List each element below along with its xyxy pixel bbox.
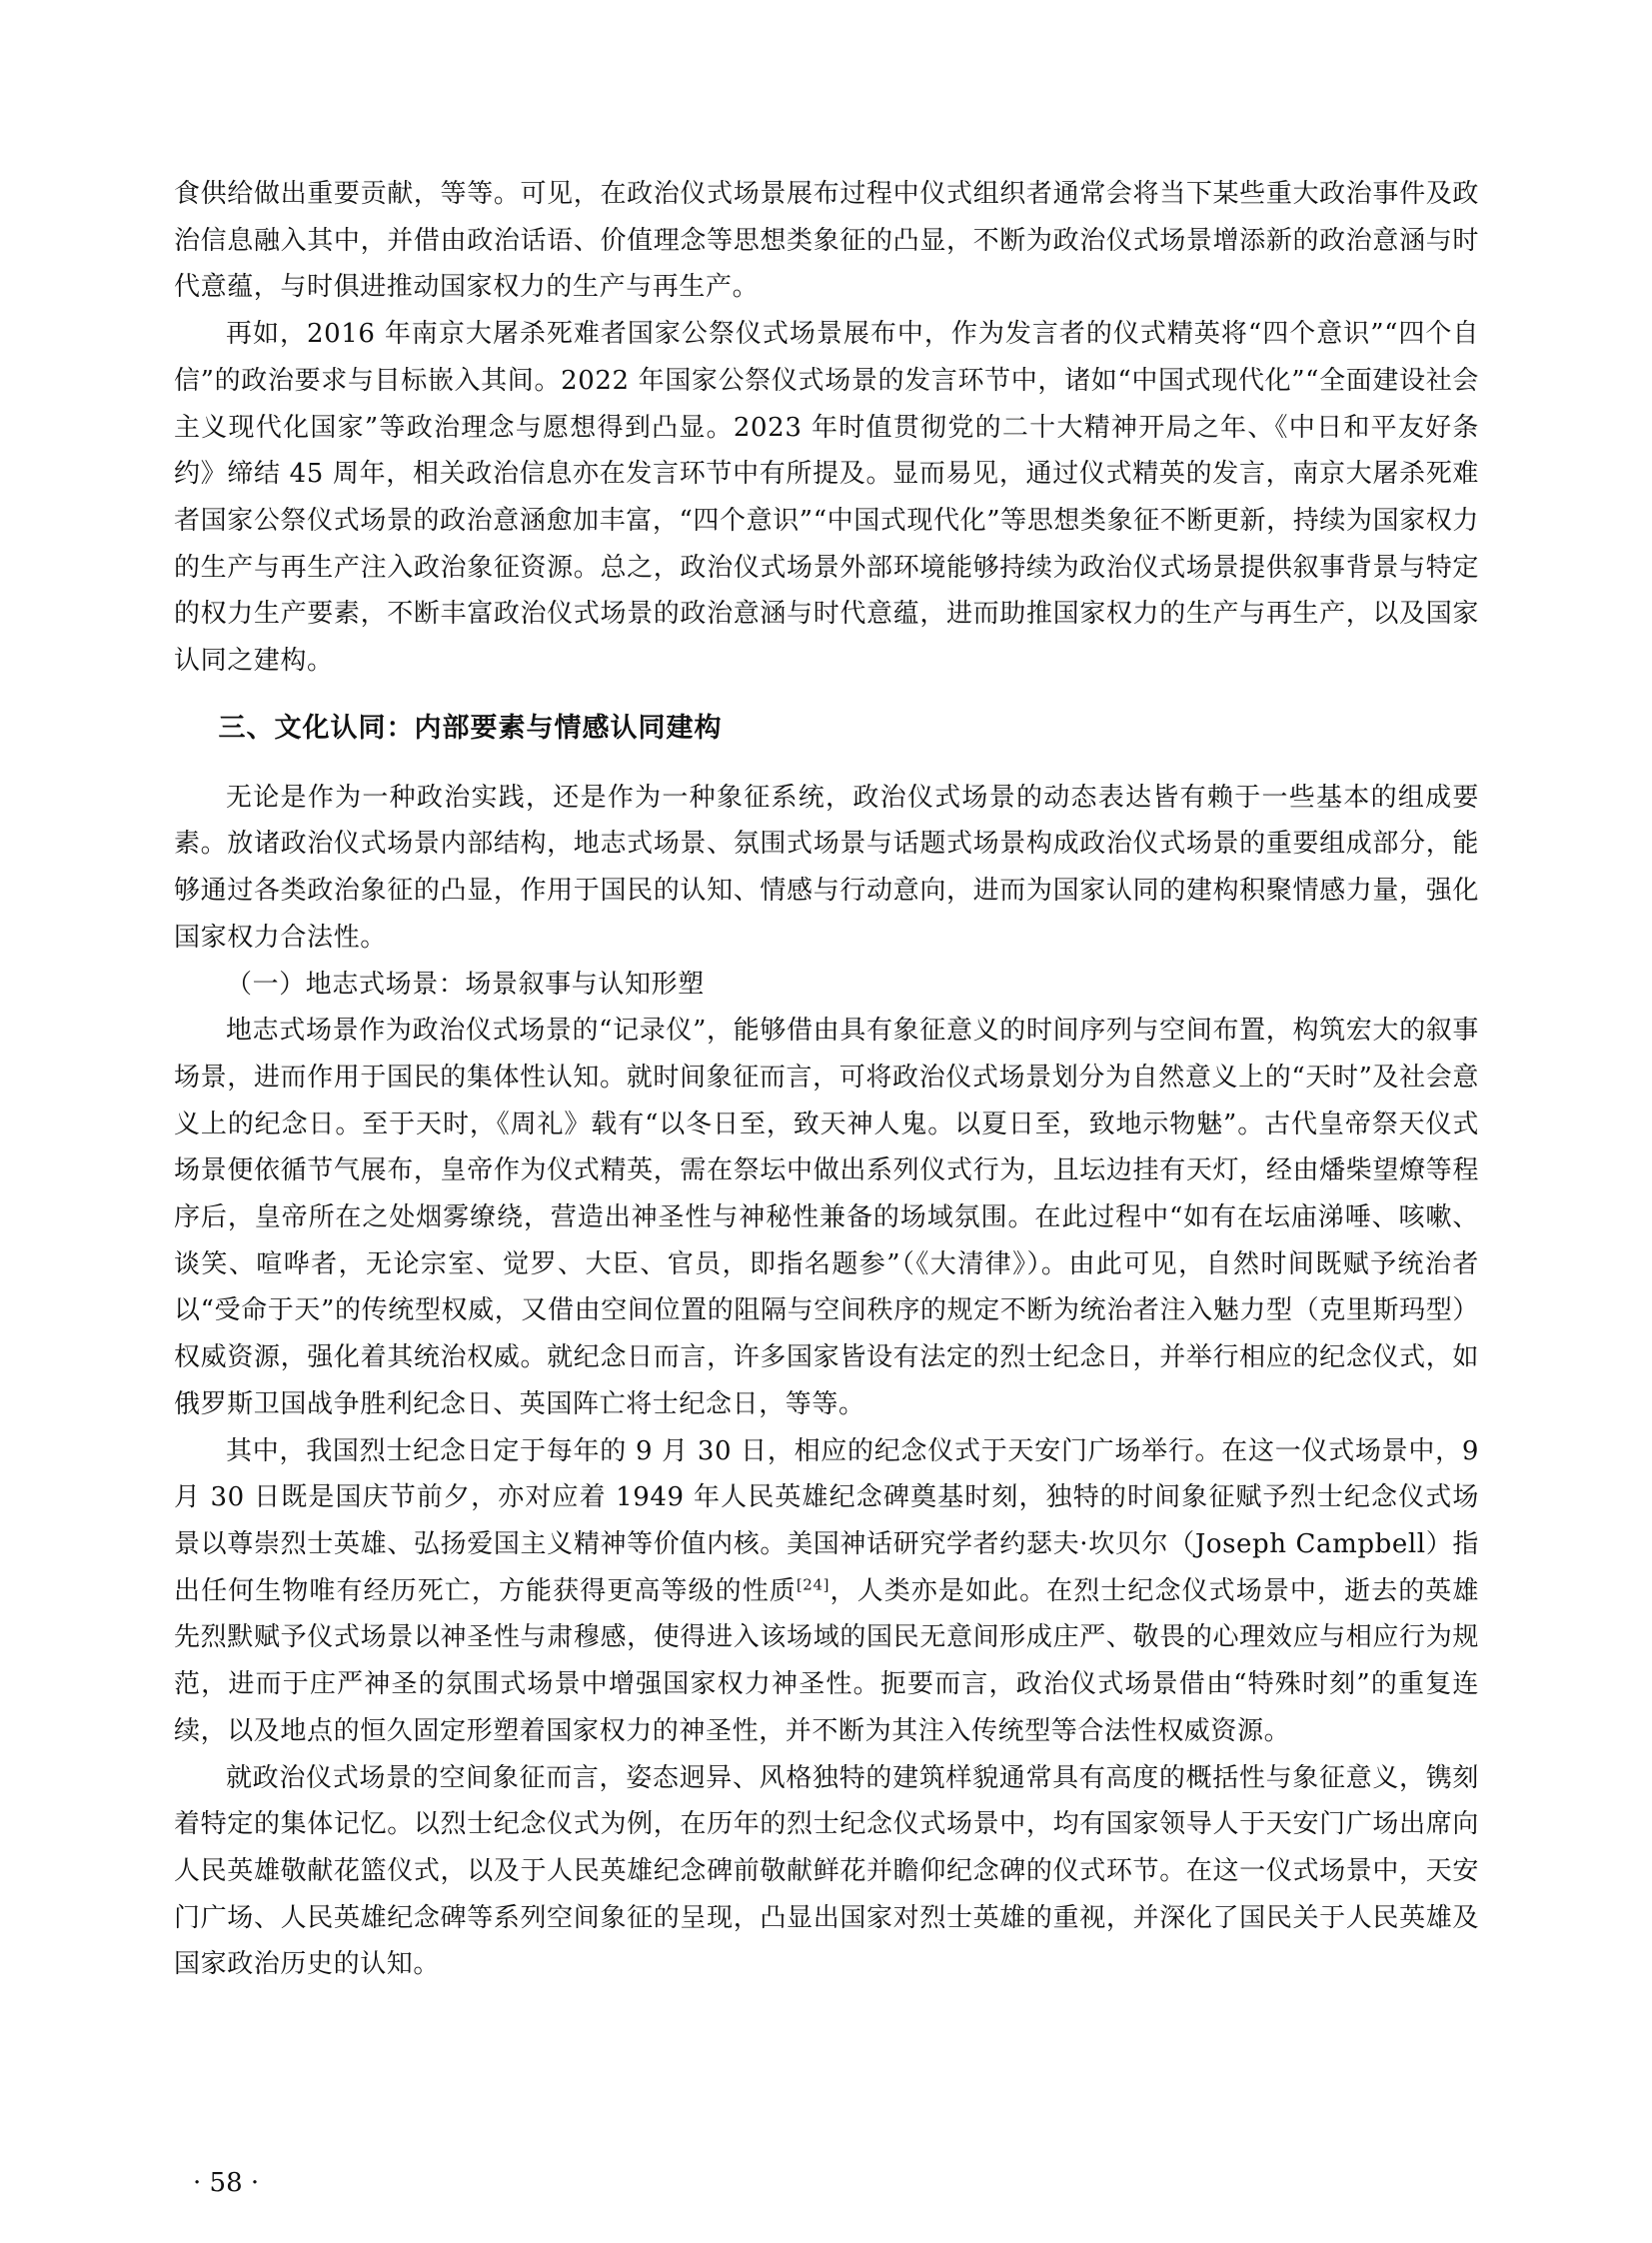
section-heading: 三、文化认同：内部要素与情感认同建构: [218, 712, 723, 744]
paragraph-spatial-symbol: 就政治仪式场景的空间象征而言，姿态迥异、风格独特的建筑样貌通常具有高度的概括性与象征意义，镌刻着特定的集体记忆。以烈士纪念仪式为例，在历年的烈士纪念仪式场景中，均有国家领导人于天安门广场出席向人民英雄敬献花篮仪式，以及于人民英雄纪念碑前敬献鲜花并瞻仰纪念碑的仪式环节。在这一仪式场景中，天安门广场、人民英雄纪念碑等系列空间象征的呈现，凸显出国家对烈士英雄的重视，并深化了国民关于人民英雄及国家政治历史的认知。: [174, 1762, 1479, 1980]
subsection-heading: （一）地志式场景：场景叙事与认知形塑: [226, 969, 705, 1000]
paragraph-nanjing-memorial: 再如，2016 年南京大屠杀死难者国家公祭仪式场景展布中，作为发言者的仪式精英将“四个意识”“四个自信”的政治要求与目标嵌入其间。2022 年国家公祭仪式场景的发言环节中，诸如“中国式现代化”“全面建设社会主义现代化国家”等政治理念与愿想得到凸显。2023 年时值贯彻党的二十大精神开局之年、《中日和平友好条约》缔结 45 周年，相关政治信息亦在发言环节中有所提及。显而易见，通过仪式精英的发言，南京大屠杀死难者国家公祭仪式场景的政治意涵愈加丰富，“四个意识”“中国式现代化”等思想类象征不断更新，持续为国家权力的生产与再生产注入政治象征资源。总之，政治仪式场景外部环境能够持续为政治仪式场景提供叙事背景与特定的权力生产要素，不断丰富政治仪式场景的政治意涵与时代意蕴，进而助推国家权力的生产与再生产，以及国家认同之建构。: [174, 319, 1479, 677]
paragraph-text-after-citation: ，人类亦是如此。在烈士纪念仪式场景中，逝去的英雄先烈默赋予仪式场景以神圣性与肃穆感，使得进入该场域的国民无意间形成庄严、敬畏的心理效应与相应行为规范，进而于庄严神圣的氛围式场景中增强国家权力神圣性。扼要而言，政治仪式场景借由“特殊时刻”的重复连续，以及地点的恒久固定形塑着国家权力的神圣性，并不断为其注入传统型等合法性权威资源。: [174, 1575, 1479, 1746]
paragraph-continuation: 食供给做出重要贡献，等等。可见，在政治仪式场景展布过程中仪式组织者通常会将当下某些重大政治事件及政治信息融入其中，并借由政治话语、价值理念等思想类象征的凸显，不断为政治仪式场景增添新的政治意涵与时代意蕴，与时俱进推动国家权力的生产与再生产。: [174, 179, 1479, 303]
paragraph-text-before-citation: 其中，我国烈士纪念日定于每年的 9 月 30 日，相应的纪念仪式于天安门广场举行。在这一仪式场景中，9 月 30 日既是国庆节前夕，亦对应着 1949 年人民英雄纪念碑奠基时刻，独特的时间象征赋予烈士纪念仪式场景以尊崇烈士英雄、弘扬爱国主义精神等价值内核。美国神话研究学者约瑟夫·坎贝尔（Joseph Campbell）指出任何生物唯有经历死亡，方能获得更高等级的性质: [174, 1435, 1479, 1606]
paragraph-martyrs-day: [174, 1428, 1479, 1755]
paragraph-section-intro: 无论是作为一种政治实践，还是作为一种象征系统，政治仪式场景的动态表达皆有赖于一些基本的组成要素。放诸政治仪式场景内部结构，地志式场景、氛围式场景与话题式场景构成政治仪式场景的重要组成部分，能够通过各类政治象征的凸显，作用于国民的认知、情感与行动意向，进而为国家认同的建构积聚情感力量，强化国家权力合法性。: [174, 782, 1479, 953]
citation-marker: [24]: [796, 1575, 830, 1594]
paragraph-topographic-scene: 地志式场景作为政治仪式场景的“记录仪”，能够借由具有象征意义的时间序列与空间布置，构筑宏大的叙事场景，进而作用于国民的集体性认知。就时间象征而言，可将政治仪式场景划分为自然意义上的“天时”及社会意义上的纪念日。至于天时，《周礼》载有“以冬日至，致天神人鬼。以夏日至，致地示物魅”。古代皇帝祭天仪式场景便依循节气展布，皇帝作为仪式精英，需在祭坛中做出系列仪式行为，且坛边挂有天灯，经由燔柴望燎等程序后，皇帝所在之处烟雾缭绕，营造出神圣性与神秘性兼备的场域氛围。在此过程中“如有在坛庙涕唾、咳嗽、谈笑、喧哗者，无论宗室、觉罗、大臣、官员，即指名题参”（《大清律》）。由此可见，自然时间既赋予统治者以“受命于天”的传统型权威，又借由空间位置的阻隔与空间秩序的规定不断为统治者注入魅力型（克里斯玛型）权威资源，强化着其统治权威。就纪念日而言，许多国家皆设有法定的烈士纪念日，并举行相应的纪念仪式，如俄罗斯卫国战争胜利纪念日、英国阵亡将士纪念日，等等。: [174, 1016, 1479, 1419]
page-number: · 58 ·: [193, 2168, 260, 2198]
body-text: [174, 171, 1479, 1988]
